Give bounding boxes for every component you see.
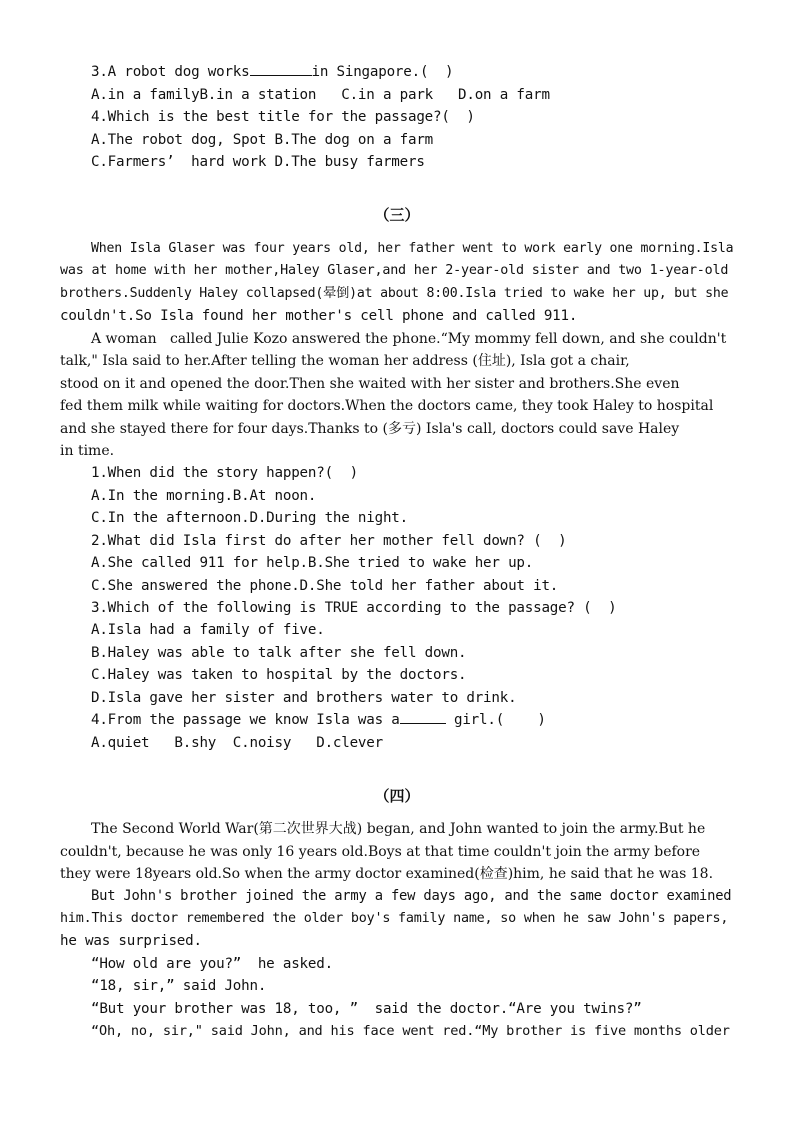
question-line: B.Haley was able to talk after she fell down. [91, 645, 467, 661]
paragraph-line: he was surprised. [60, 933, 202, 949]
dialogue-line: “Oh, no, sir," said John, and his face went red.“My brother is five months older [91, 1023, 730, 1039]
paragraph-line: When Isla Glaser was four years old, her father went to work early one morning.Isla [91, 241, 734, 256]
paragraph-line: brothers.Suddenly Haley collapsed(晕倒)at about 8:00.Isla tried to wake her up, but she [60, 286, 729, 301]
section-heading: （三） [374, 206, 420, 224]
paragraph-line: couldn't, because he was only 16 years old.Boys at that time couldn't join the army before [60, 844, 701, 860]
answer-blank [250, 63, 312, 76]
question-line: A.She called 911 for help.B.She tried to wake her up. [91, 555, 534, 571]
question-line: C.Haley was taken to hospital by the doctors. [91, 667, 467, 683]
paragraph-line: couldn't.So Isla found her mother's cell phone and called 911. [60, 308, 578, 324]
question-line: 2.What did Isla first do after her mother fell down? ( ) [91, 533, 567, 549]
paragraph-line: The Second World War(第二次世界大战) began, and John wanted to join the army.But he [91, 821, 706, 837]
paragraph-line: was at home with her mother,Haley Glaser,and her 2-year-old sister and two 1-year-old [60, 263, 729, 278]
paragraph-line: they were 18years old.So when the army doctor examined(检查)him, he said that he was 18. [60, 866, 714, 882]
question-line: 1.When did the story happen?( ) [91, 465, 358, 481]
paragraph-line: in time. [60, 443, 115, 459]
question-3-stem: 3.A robot dog works in Singapore.( ) [91, 64, 454, 80]
question-line: D.Isla gave her sister and brothers water to drink. [91, 690, 517, 706]
paragraph-line: talk," Isla said to her.After telling the woman her address (住址), Isla got a chair, [60, 353, 630, 369]
question-line: 4.From the passage we know Isla was a girl.( ) [91, 712, 546, 728]
question-4-options: C.Farmers’ hard work D.The busy farmers [91, 154, 425, 170]
dialogue-line: “How old are you?” he asked. [91, 956, 333, 972]
question-4-options: A.The robot dog, Spot B.The dog on a farm [91, 132, 434, 148]
question-4-stem: 4.Which is the best title for the passage?( ) [91, 109, 475, 125]
paragraph-line: him.This doctor remembered the older boy's family name, so when he saw John's papers, [60, 911, 729, 926]
question-line: 3.Which of the following is TRUE according to the passage? ( ) [91, 600, 617, 616]
dialogue-line: “But your brother was 18, too, ” said the doctor.“Are you twins?” [91, 1001, 642, 1017]
question-line: C.In the afternoon.D.During the night. [91, 510, 408, 526]
answer-blank [400, 711, 446, 724]
dialogue-line: “18, sir,” said John. [91, 978, 267, 994]
paragraph-line: stood on it and opened the door.Then she waited with her sister and brothers.She even [60, 376, 680, 392]
question-line: C.She answered the phone.D.She told her father about it. [91, 578, 559, 594]
question-line: A.In the morning.B.At noon. [91, 488, 317, 504]
section-heading: （四） [374, 787, 420, 805]
question-3-options: A.in a familyB.in a station C.in a park D.on a farm [91, 87, 550, 103]
paragraph-line: fed them milk while waiting for doctors.When the doctors came, they took Haley to hospital [60, 398, 714, 414]
paragraph-line: But John's brother joined the army a few days ago, and the same doctor examined [91, 888, 732, 904]
question-options: A.quiet B.shy C.noisy D.clever [91, 735, 383, 751]
paragraph-line: A woman called Julie Kozo answered the phone.“My mommy fell down, and she couldn't [91, 331, 727, 347]
question-line: A.Isla had a family of five. [91, 622, 325, 638]
paragraph-line: and she stayed there for four days.Thanks to (多亏) Isla's call, doctors could save Haley [60, 421, 680, 437]
